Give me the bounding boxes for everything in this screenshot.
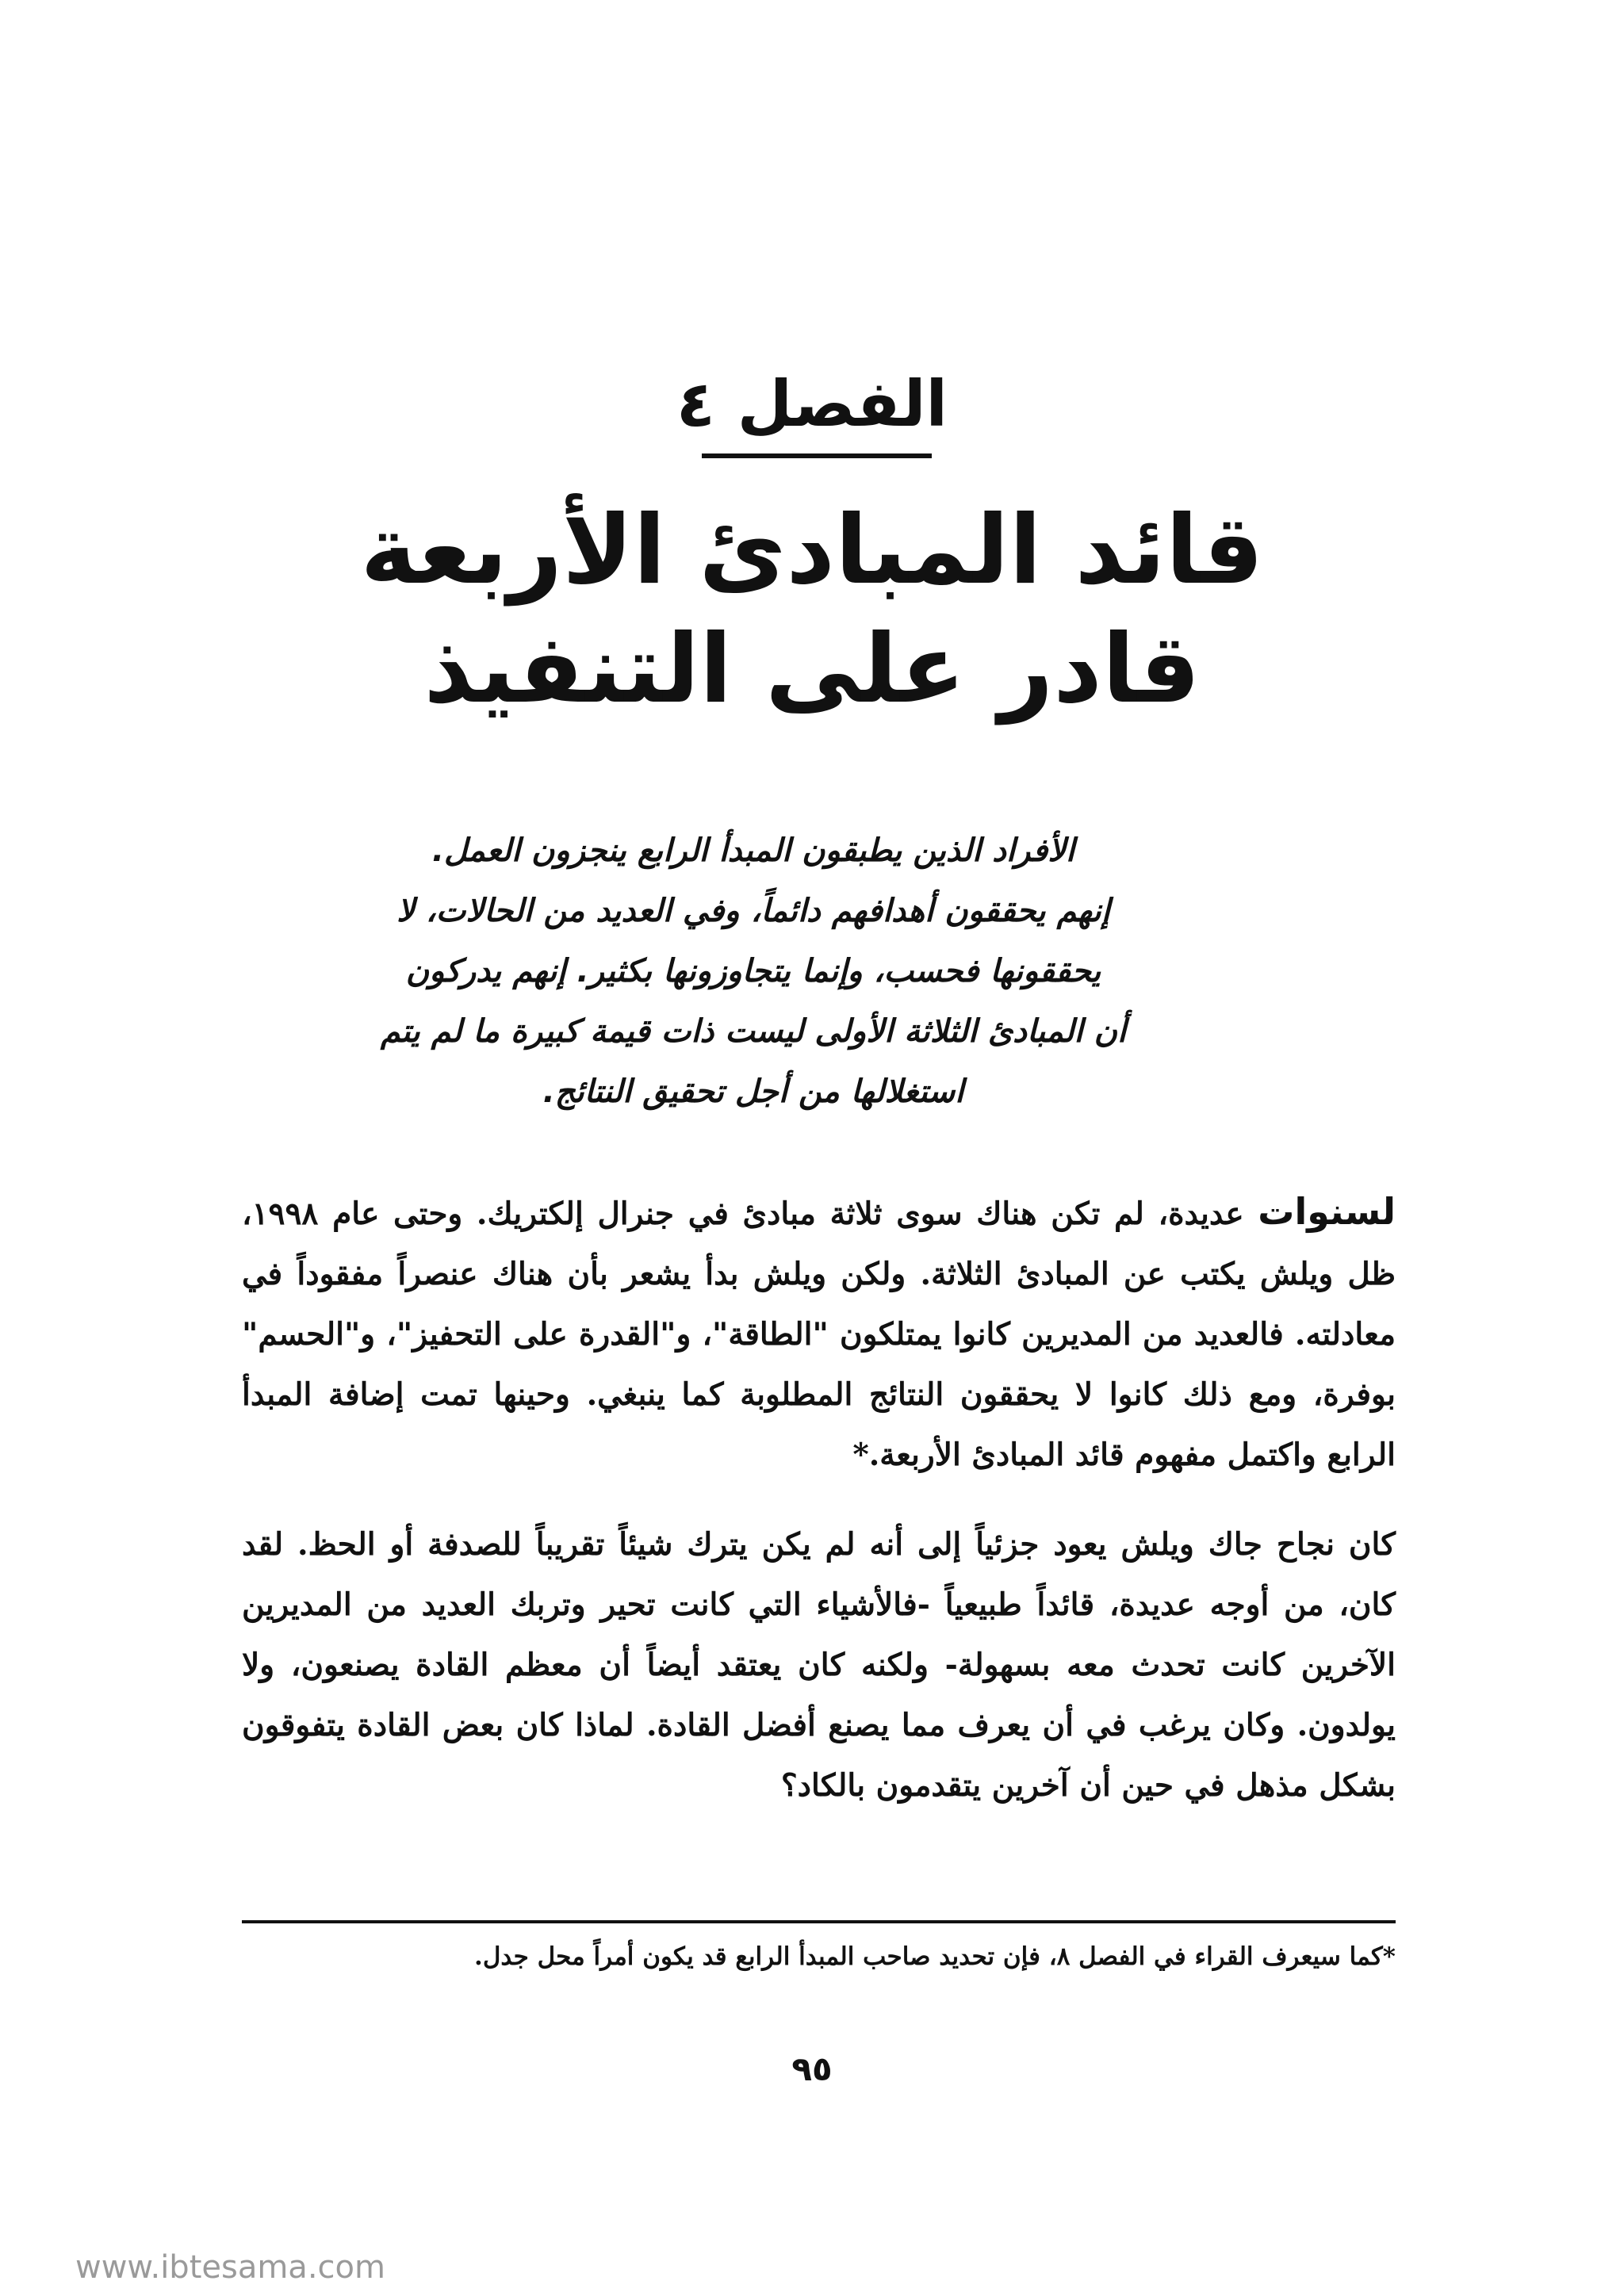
epigraph <box>285 821 1221 1122</box>
website-watermark: www.ibtesama.com <box>75 2249 385 2286</box>
epigraph-line: استغلالها من أجل تحقيق النتائج. <box>542 1073 964 1110</box>
footnote: *كما سيعرف القراء في الفصل ٨، فإن تحديد صاحب المبدأ الرابع قد يكون أمراً محل جدل. <box>474 1942 1396 1971</box>
paragraph-1-text: عديدة، لم تكن هناك سوى ثلاثة مبادئ في جنرال إلكتريك. وحتى عام ١٩٩٨، ظل ويلش يكتب عن المبادئ الثلاثة. ولكن ويلش بدأ يشعر بأن هناك عنصراً مفقوداً في معادلته. فالعديد من المديرين كانوا يمتلكون "الطاقة"، و"القدرة على التحفيز"، و"الحسم" بوفرة، ومع ذلك كانوا لا يحققون النتائج المطلوبة كما ينبغي. وحينها تمت إضافة المبدأ الرابع واكتمل مفهوم قائد المبادئ الأربعة.* <box>242 1196 1396 1473</box>
body-paragraph-1 <box>242 1181 1396 1485</box>
chapter-label: الفصل ٤ <box>676 367 948 441</box>
epigraph-line: إنهم يحققون أهدافهم دائماً، وفي العديد من الحالات، لا <box>396 893 1110 929</box>
page-number: ٩٥ <box>791 2049 833 2088</box>
epigraph-line: الأفراد الذين يطبقون المبدأ الرابع ينجزون العمل. <box>431 832 1075 869</box>
chapter-title <box>0 492 1624 729</box>
chapter-label-underline <box>702 453 932 458</box>
chapter-title-line-2: قادر على التنفيذ <box>423 614 1201 725</box>
paragraph-lead-word: لسنوات <box>1258 1190 1396 1233</box>
chapter-title-line-1: قائد المبادئ الأربعة <box>360 496 1264 606</box>
epigraph-line: أن المبادئ الثلاثة الأولى ليست ذات قيمة كبيرة ما لم يتم <box>380 1013 1127 1050</box>
footnote-divider <box>242 1920 1396 1923</box>
body-paragraph-2: كان نجاح جاك ويلش يعود جزئياً إلى أنه لم يكن يترك شيئاً تقريباً للصدفة أو الحظ. لقد كان، من أوجه عديدة، قائداً طبيعياً -فالأشياء التي كانت تحير وتربك العديد من المديرين الآخرين كانت تحدث معه بسهولة- ولكنه كان يعتقد أيضاً أن معظم القادة يصنعون، ولا يولدون. وكان يرغب في أن يعرف مما يصنع أفضل القادة. لماذا كان بعض القادة يتفوقون بشكل مذهل في حين أن آخرين يتقدمون بالكاد؟ <box>242 1526 1396 1804</box>
epigraph-line: يحققونها فحسب، وإنما يتجاوزونها بكثير. إنهم يدركون <box>405 953 1101 989</box>
